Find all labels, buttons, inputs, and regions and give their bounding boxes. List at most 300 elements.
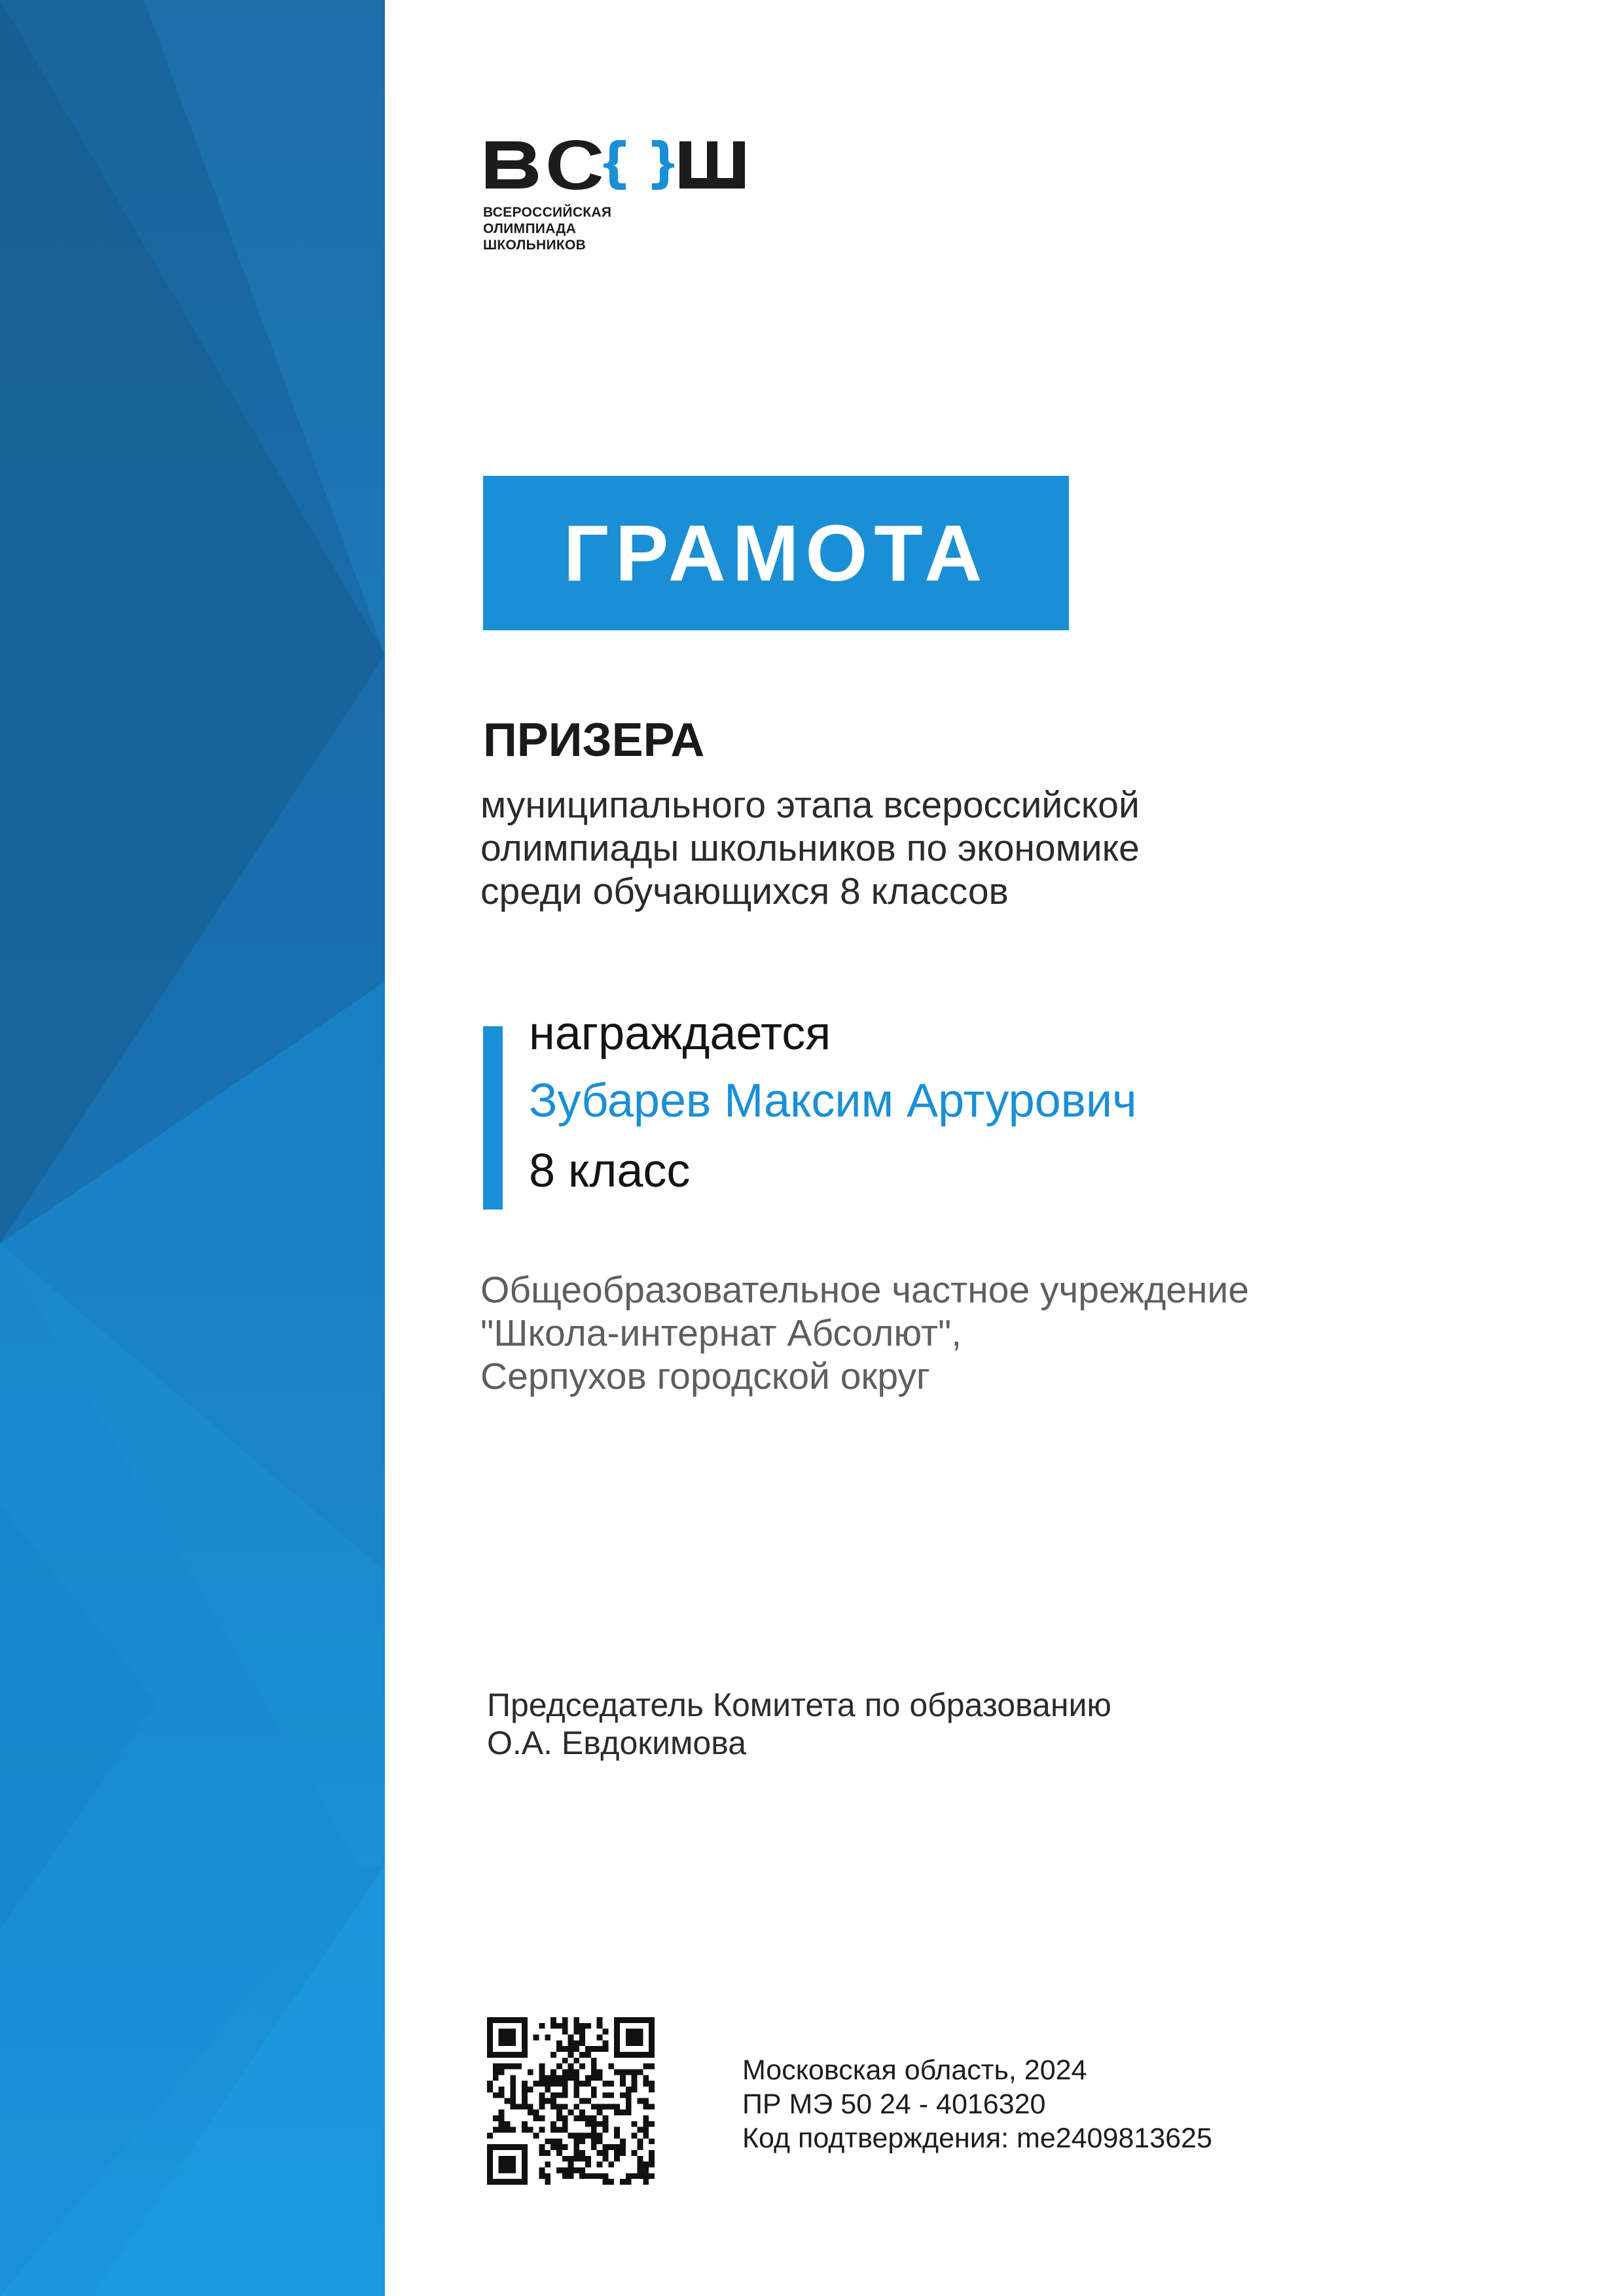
qr-module <box>603 2040 609 2046</box>
qr-module <box>603 2179 609 2185</box>
qr-module <box>562 2017 568 2023</box>
qr-module <box>573 2156 579 2162</box>
qr-module <box>533 2034 539 2040</box>
qr-module <box>614 2017 620 2023</box>
qr-module <box>585 2098 591 2104</box>
qr-module <box>493 2017 499 2023</box>
qr-module <box>522 2162 528 2168</box>
qr-module <box>620 2109 626 2115</box>
qr-module <box>573 2069 579 2075</box>
qr-module <box>556 2092 562 2098</box>
qr-module <box>579 2115 585 2121</box>
qr-module <box>585 2162 591 2168</box>
qr-module <box>614 2040 620 2046</box>
qr-module <box>568 2133 574 2139</box>
qr-module <box>614 2023 620 2029</box>
qr-module <box>649 2138 655 2144</box>
qr-module <box>522 2040 528 2046</box>
qr-module <box>643 2064 649 2070</box>
qr-module <box>597 2109 603 2115</box>
qr-module <box>550 2017 556 2023</box>
qr-module <box>493 2179 499 2185</box>
qr-module <box>603 2029 609 2035</box>
qr-module <box>510 2064 516 2070</box>
qr-module <box>643 2081 649 2087</box>
qr-module <box>499 2069 505 2075</box>
qr-module <box>545 2034 550 2040</box>
qr-module <box>504 2156 510 2162</box>
qr-module <box>620 2138 626 2144</box>
qr-module <box>579 2040 585 2046</box>
qr-module <box>632 2052 638 2058</box>
qr-module <box>638 2127 643 2133</box>
qr-module <box>556 2064 562 2070</box>
qr-module <box>556 2115 562 2121</box>
qr-module <box>528 2087 533 2092</box>
qr-module <box>649 2150 655 2156</box>
qr-module <box>499 2115 505 2121</box>
qr-module <box>493 2115 499 2121</box>
qr-module <box>556 2104 562 2109</box>
qr-module <box>597 2138 603 2144</box>
qr-module <box>568 2046 574 2052</box>
qr-module <box>603 2081 609 2087</box>
qr-module <box>603 2046 609 2052</box>
logo-mark <box>483 137 758 190</box>
qr-module <box>638 2052 643 2058</box>
qr-module <box>626 2092 632 2098</box>
qr-module <box>626 2109 632 2115</box>
qr-module <box>556 2138 562 2144</box>
qr-module <box>550 2138 556 2144</box>
qr-module <box>562 2168 568 2174</box>
qr-module <box>556 2081 562 2087</box>
qr-module <box>591 2115 597 2121</box>
qr-module <box>499 2034 505 2040</box>
qr-module <box>562 2127 568 2133</box>
qr-module <box>539 2115 545 2121</box>
qr-module <box>493 2052 499 2058</box>
qr-module <box>614 2034 620 2040</box>
confirmation-code: Код подтверждения: me2409813625 <box>742 2123 1212 2154</box>
qr-module <box>499 2144 505 2150</box>
qr-module <box>550 2081 556 2087</box>
recipient-name: Зубарев Максим Артурович <box>529 1075 1137 1127</box>
qr-module <box>638 2017 643 2023</box>
qr-module <box>614 2109 620 2115</box>
qr-module <box>649 2046 655 2052</box>
qr-module <box>522 2104 528 2109</box>
qr-module <box>591 2144 597 2150</box>
qr-module <box>632 2075 638 2081</box>
qr-module <box>510 2179 516 2185</box>
qr-module <box>638 2029 643 2035</box>
qr-module <box>626 2017 632 2023</box>
qr-module <box>539 2098 545 2104</box>
qr-module <box>562 2092 568 2098</box>
qr-module <box>499 2156 505 2162</box>
qr-module <box>632 2034 638 2040</box>
qr-module <box>487 2133 493 2139</box>
qr-module <box>591 2104 597 2109</box>
certificate-title: ГРАМОТА <box>563 509 989 598</box>
qr-module <box>620 2179 626 2185</box>
qr-module <box>649 2023 655 2029</box>
qr-module <box>550 2144 556 2150</box>
qr-module <box>614 2156 620 2162</box>
registry-number: ПР МЭ 50 24 - 4016320 <box>742 2089 1046 2120</box>
recipient-grade: 8 класс <box>529 1145 691 1197</box>
qr-module <box>539 2173 545 2179</box>
qr-module <box>626 2104 632 2109</box>
qr-module <box>573 2040 579 2046</box>
qr-module <box>499 2127 505 2133</box>
qr-module <box>638 2069 643 2075</box>
qr-module <box>499 2121 505 2127</box>
qr-module <box>528 2127 533 2133</box>
qr-module <box>522 2156 528 2162</box>
qr-module <box>522 2144 528 2150</box>
qr-module <box>539 2104 545 2109</box>
qr-module <box>614 2046 620 2052</box>
qr-module <box>620 2092 626 2098</box>
qr-module <box>539 2168 545 2174</box>
qr-module <box>608 2179 614 2185</box>
qr-module <box>550 2023 556 2029</box>
qr-module <box>550 2127 556 2133</box>
qr-module <box>643 2075 649 2081</box>
qr-module <box>545 2150 550 2156</box>
qr-module <box>522 2046 528 2052</box>
qr-module <box>522 2017 528 2023</box>
qr-module <box>626 2052 632 2058</box>
qr-module <box>597 2121 603 2127</box>
vsosh-logo <box>483 137 758 253</box>
qr-module <box>649 2121 655 2127</box>
qr-module <box>568 2168 574 2174</box>
qr-module <box>539 2075 545 2081</box>
qr-module <box>573 2046 579 2052</box>
qr-module <box>562 2046 568 2052</box>
qr-module <box>620 2150 626 2156</box>
qr-module <box>504 2098 510 2104</box>
qr-module <box>545 2138 550 2144</box>
qr-module <box>626 2034 632 2040</box>
qr-module <box>522 2081 528 2087</box>
qr-module <box>591 2138 597 2144</box>
qr-module <box>499 2052 505 2058</box>
qr-module <box>562 2023 568 2029</box>
qr-module <box>573 2138 579 2144</box>
qr-module <box>591 2064 597 2070</box>
geometric-pattern <box>0 0 385 2296</box>
qr-module <box>603 2156 609 2162</box>
signatory-name: О.А. Евдокимова <box>487 1725 747 1761</box>
qr-module <box>591 2121 597 2127</box>
qr-module <box>487 2150 493 2156</box>
qr-module <box>568 2162 574 2168</box>
qr-module <box>568 2034 574 2040</box>
qr-module <box>632 2069 638 2075</box>
qr-module <box>632 2040 638 2046</box>
qr-module <box>556 2168 562 2174</box>
qr-module <box>643 2168 649 2174</box>
qr-module <box>539 2092 545 2098</box>
qr-module <box>597 2034 603 2040</box>
qr-module <box>545 2173 550 2179</box>
qr-module <box>573 2017 579 2023</box>
qr-module <box>550 2075 556 2081</box>
qr-module <box>539 2064 545 2070</box>
qr-module <box>585 2173 591 2179</box>
qr-module <box>643 2052 649 2058</box>
qr-module <box>522 2092 528 2098</box>
qr-module <box>510 2087 516 2092</box>
qr-module <box>499 2179 505 2185</box>
qr-module <box>545 2075 550 2081</box>
qr-module <box>638 2040 643 2046</box>
qr-module <box>614 2150 620 2156</box>
qr-module <box>504 2052 510 2058</box>
qr-module <box>614 2052 620 2058</box>
qr-module <box>638 2173 643 2179</box>
qr-module <box>591 2069 597 2075</box>
institution-line: Общеобразовательное частное учреждение <box>480 1269 1250 1311</box>
qr-module <box>632 2017 638 2023</box>
qr-module <box>562 2144 568 2150</box>
qr-module <box>597 2162 603 2168</box>
qr-module <box>539 2069 545 2075</box>
qr-module <box>499 2162 505 2168</box>
qr-module <box>528 2069 533 2075</box>
qr-module <box>510 2162 516 2168</box>
qr-module <box>487 2087 493 2092</box>
qr-module <box>608 2081 614 2087</box>
qr-module <box>649 2173 655 2179</box>
qr-module <box>562 2121 568 2127</box>
signatory-block <box>487 1686 1403 1762</box>
qr-module <box>528 2104 533 2109</box>
qr-module <box>510 2052 516 2058</box>
qr-module <box>510 2104 516 2109</box>
description-line: олимпиады школьников по экономике <box>480 827 1140 869</box>
qr-module <box>632 2081 638 2087</box>
qr-module <box>608 2144 614 2150</box>
qr-module <box>539 2081 545 2087</box>
qr-module <box>522 2168 528 2174</box>
qr-module <box>493 2075 499 2081</box>
qr-module <box>585 2133 591 2139</box>
qr-module <box>632 2121 638 2127</box>
qr-module <box>522 2179 528 2185</box>
qr-module <box>499 2029 505 2035</box>
qr-module <box>643 2017 649 2023</box>
qr-module <box>487 2144 493 2150</box>
qr-module <box>643 2121 649 2127</box>
qr-module <box>632 2150 638 2156</box>
qr-module <box>597 2150 603 2156</box>
qr-module <box>493 2064 499 2070</box>
qr-module <box>510 2144 516 2150</box>
qr-module <box>487 2023 493 2029</box>
qr-module <box>579 2168 585 2174</box>
qr-module <box>649 2052 655 2058</box>
qr-module <box>626 2173 632 2179</box>
qr-module <box>638 2168 643 2174</box>
qr-module <box>487 2040 493 2046</box>
qr-module <box>487 2029 493 2035</box>
qr-module <box>539 2023 545 2029</box>
qr-module <box>568 2075 574 2081</box>
qr-module <box>591 2075 597 2081</box>
qr-module <box>603 2121 609 2127</box>
qr-module <box>510 2168 516 2174</box>
qr-module <box>591 2173 597 2179</box>
qr-module <box>556 2109 562 2115</box>
qr-module <box>562 2081 568 2087</box>
qr-module <box>597 2017 603 2023</box>
qr-module <box>579 2173 585 2179</box>
qr-module <box>550 2104 556 2109</box>
logo-subtitle <box>483 204 758 253</box>
qr-module <box>649 2081 655 2087</box>
qr-module <box>573 2133 579 2139</box>
qr-module <box>510 2075 516 2081</box>
qr-module <box>568 2173 574 2179</box>
qr-module <box>626 2179 632 2185</box>
qr-module <box>568 2156 574 2162</box>
qr-module <box>585 2046 591 2052</box>
qr-module <box>504 2121 510 2127</box>
qr-module <box>614 2069 620 2075</box>
qr-module <box>591 2133 597 2139</box>
qr-module <box>649 2064 655 2070</box>
qr-module <box>516 2104 522 2109</box>
qr-module <box>545 2081 550 2087</box>
qr-code-graphic <box>487 2017 655 2185</box>
qr-module <box>579 2138 585 2144</box>
qr-module <box>591 2046 597 2052</box>
qr-module <box>638 2144 643 2150</box>
qr-module <box>516 2052 522 2058</box>
qr-module <box>585 2075 591 2081</box>
qr-module <box>487 2034 493 2040</box>
qr-module <box>573 2168 579 2174</box>
qr-module <box>487 2052 493 2058</box>
qr-module <box>516 2017 522 2023</box>
qr-module <box>504 2017 510 2023</box>
qr-module <box>573 2075 579 2081</box>
qr-module <box>510 2092 516 2098</box>
qr-module <box>643 2162 649 2168</box>
institution-info <box>480 1268 1528 1398</box>
qr-module <box>562 2173 568 2179</box>
qr-module <box>579 2133 585 2139</box>
qr-module <box>573 2144 579 2150</box>
qr-module <box>516 2064 522 2070</box>
qr-module <box>626 2098 632 2104</box>
qr-module <box>597 2104 603 2109</box>
qr-module <box>568 2052 574 2058</box>
qr-module <box>568 2109 574 2115</box>
qr-module <box>579 2109 585 2115</box>
qr-module <box>603 2173 609 2179</box>
qr-module <box>579 2023 585 2029</box>
qr-module <box>638 2138 643 2144</box>
qr-module <box>608 2092 614 2098</box>
qr-module <box>603 2144 609 2150</box>
qr-module <box>614 2104 620 2109</box>
qr-module <box>620 2144 626 2150</box>
qr-module <box>545 2162 550 2168</box>
qr-module <box>573 2104 579 2109</box>
qr-module <box>643 2173 649 2179</box>
qr-module <box>632 2173 638 2179</box>
qr-module <box>510 2081 516 2087</box>
qr-module <box>585 2081 591 2087</box>
curly-braces-o-icon <box>483 137 758 190</box>
qr-module <box>487 2156 493 2162</box>
olympiad-description <box>480 783 1462 913</box>
qr-module <box>597 2069 603 2075</box>
qr-module <box>487 2179 493 2185</box>
qr-module <box>597 2075 603 2081</box>
qr-module <box>579 2064 585 2070</box>
qr-module <box>573 2115 579 2121</box>
qr-module <box>556 2150 562 2156</box>
qr-module <box>643 2098 649 2104</box>
qr-module <box>522 2127 528 2133</box>
qr-module <box>579 2098 585 2104</box>
qr-module <box>562 2029 568 2035</box>
qr-module <box>487 2173 493 2179</box>
qr-module <box>632 2029 638 2035</box>
qr-module <box>487 2046 493 2052</box>
qr-module <box>499 2087 505 2092</box>
qr-module <box>573 2058 579 2064</box>
qr-module <box>573 2092 579 2098</box>
qr-module <box>579 2081 585 2087</box>
qr-module <box>504 2040 510 2046</box>
qr-module <box>504 2034 510 2040</box>
qr-module <box>533 2115 539 2121</box>
qr-module <box>603 2104 609 2109</box>
qr-module <box>626 2069 632 2075</box>
qr-module <box>522 2150 528 2156</box>
qr-module <box>522 2121 528 2127</box>
qr-module <box>562 2087 568 2092</box>
qr-module <box>533 2109 539 2115</box>
qr-module <box>603 2127 609 2133</box>
qr-module <box>522 2087 528 2092</box>
qr-module <box>504 2144 510 2150</box>
qr-module <box>528 2109 533 2115</box>
qr-module <box>638 2156 643 2162</box>
qr-module <box>522 2023 528 2029</box>
qr-module <box>597 2173 603 2179</box>
qr-module <box>620 2075 626 2081</box>
qr-code-icon <box>487 2017 655 2185</box>
qr-module <box>545 2087 550 2092</box>
qr-module <box>620 2017 626 2023</box>
logo-subtitle-line: ОЛИМПИАДА <box>483 221 577 236</box>
qr-module <box>614 2133 620 2139</box>
qr-module <box>573 2081 579 2087</box>
qr-module <box>493 2127 499 2133</box>
qr-module <box>573 2150 579 2156</box>
qr-module <box>614 2127 620 2133</box>
institution-line: Серпухов городской округ <box>480 1355 930 1397</box>
